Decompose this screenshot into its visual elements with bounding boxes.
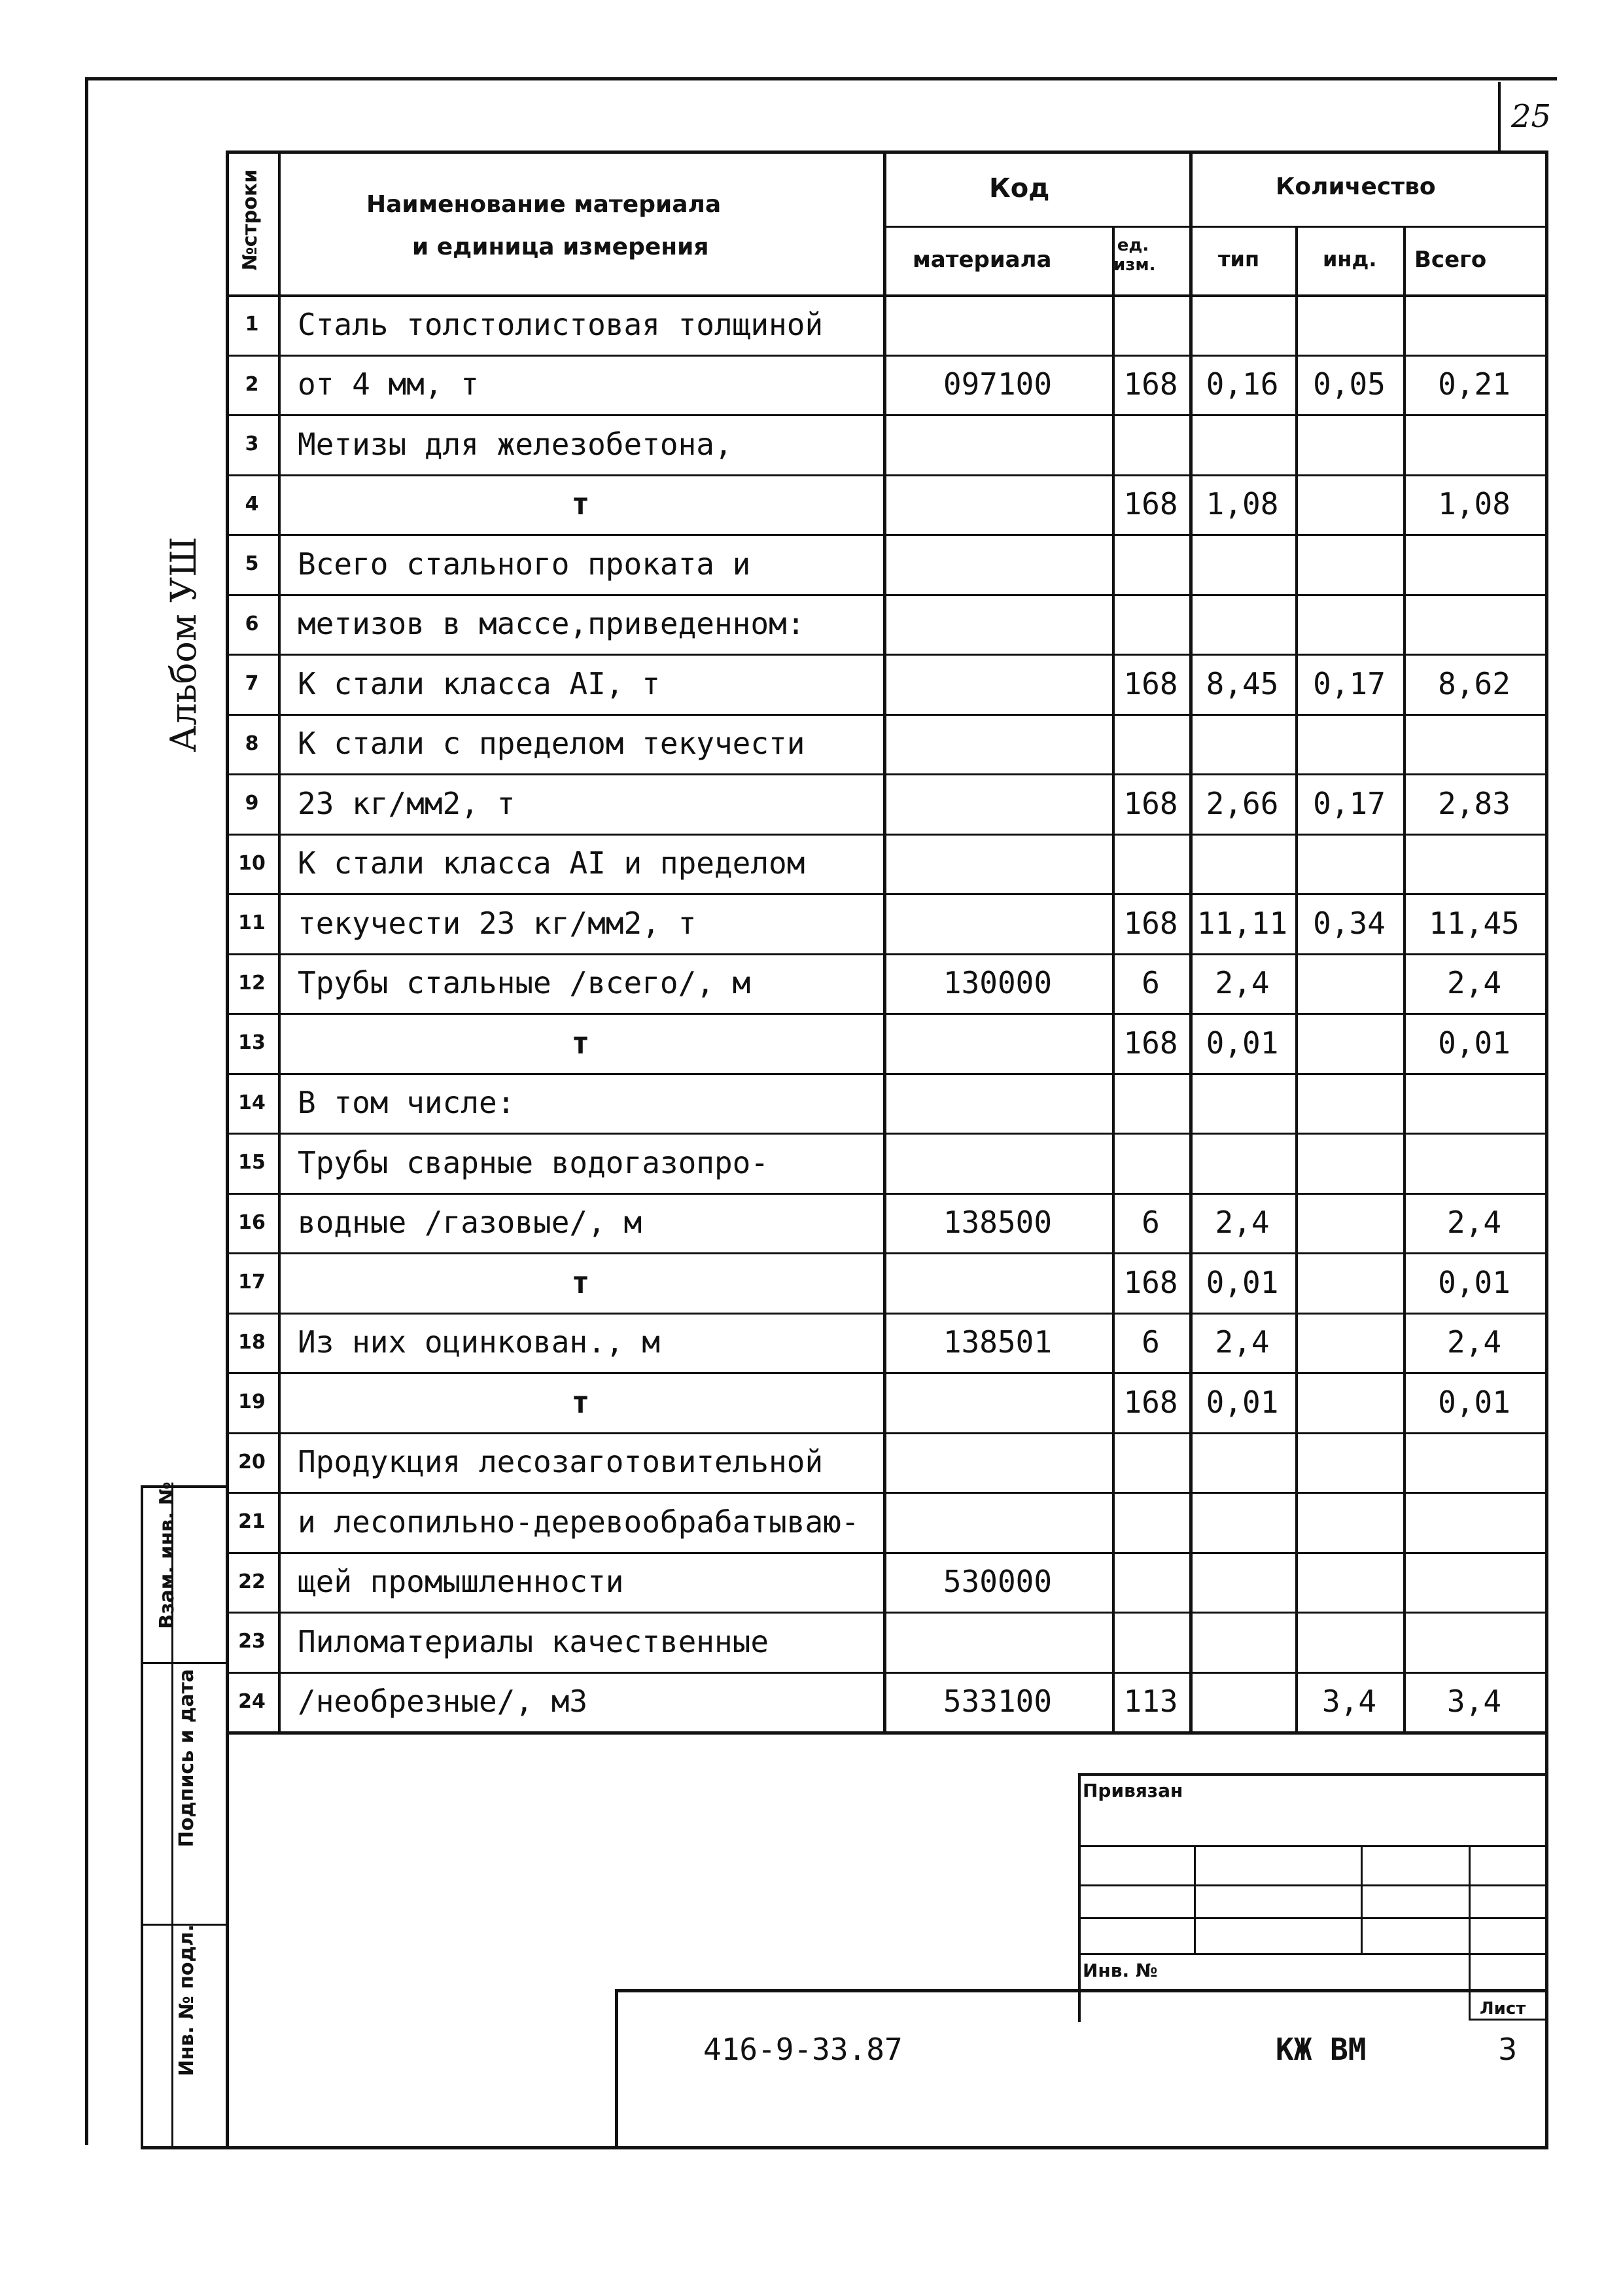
row-qty-ind: [1295, 1193, 1403, 1253]
row-qty-total: 11,45: [1429, 905, 1520, 941]
header-qty-type: тип: [1218, 247, 1260, 272]
row-number: 10: [238, 851, 266, 875]
row-qty-ind: [1295, 1492, 1403, 1552]
table-bottom-line: [226, 1731, 1545, 1735]
row-qty-total: 3,4: [1446, 1684, 1502, 1720]
row-material-code: [883, 654, 1112, 714]
row-qty-ind: [1295, 1252, 1403, 1313]
row-qty-total: [1403, 1612, 1545, 1672]
stamp-line-1: [1078, 1845, 1545, 1847]
row-material-code: [883, 1612, 1112, 1672]
row-qty-type: [1189, 1672, 1295, 1732]
row-number: 15: [238, 1151, 266, 1174]
row-qty-ind: 0,34: [1313, 905, 1386, 941]
row-material-name: т: [571, 486, 590, 522]
row-material-name: щей промышленности: [298, 1564, 624, 1600]
row-qty-type: [1189, 714, 1295, 774]
row-number: 1: [245, 313, 259, 336]
header-mid-line: [883, 226, 1545, 228]
row-material-name: водные /газовые/, м: [298, 1205, 642, 1241]
row-qty-type: 2,4: [1215, 1205, 1270, 1241]
row-material-code: [883, 414, 1112, 474]
row-unit-code: [1112, 1432, 1189, 1492]
row-qty-type: [1189, 534, 1295, 594]
row-unit-code: 6: [1142, 965, 1160, 1001]
row-material-code: 533100: [943, 1684, 1053, 1720]
header-qty-ind: инд.: [1323, 247, 1377, 272]
row-material-code: 138501: [943, 1324, 1053, 1360]
row-unit-code: 168: [1123, 665, 1178, 701]
frame-left-line: [85, 77, 88, 2145]
row-qty-total: 0,01: [1438, 1025, 1510, 1061]
row-number: 6: [245, 612, 259, 635]
row-material-code: [883, 594, 1112, 654]
row-material-name: К стали класса АI, т: [298, 665, 660, 701]
row-material-code: [883, 1073, 1112, 1133]
row-number: 2: [245, 372, 259, 396]
title-block-left-line: [615, 1989, 618, 2149]
row-qty-type: [1189, 1612, 1295, 1672]
row-qty-type: [1189, 1552, 1295, 1612]
row-qty-total: [1403, 834, 1545, 894]
row-material-code: [883, 1252, 1112, 1313]
header-qty-group: Количество: [1276, 173, 1436, 200]
stamp-sheet-label: Лист: [1480, 1999, 1526, 2019]
bottom-frame-line: [226, 2146, 1545, 2149]
row-material-code: 530000: [943, 1564, 1053, 1600]
row-qty-type: [1189, 1432, 1295, 1492]
stamp-line-4: [1078, 1953, 1545, 1955]
lower-right-line: [1545, 1731, 1548, 2149]
stamp-line-2: [1078, 1884, 1545, 1886]
row-unit-code: [1112, 1492, 1189, 1552]
row-qty-total: [1403, 594, 1545, 654]
row-unit-code: 6: [1142, 1205, 1160, 1241]
row-qty-total: 2,4: [1446, 965, 1502, 1001]
row-unit-code: 168: [1123, 1384, 1178, 1420]
stamp-bound-label: Привязан: [1083, 1780, 1183, 1801]
row-number: 8: [245, 732, 259, 755]
row-qty-ind: [1295, 714, 1403, 774]
row-material-code: 097100: [943, 366, 1053, 402]
row-material-code: [883, 1372, 1112, 1432]
row-number: 17: [238, 1271, 266, 1294]
row-qty-ind: [1295, 1073, 1403, 1133]
row-qty-type: [1189, 294, 1295, 355]
row-material-code: [883, 714, 1112, 774]
stamp-left-line: [1078, 1773, 1081, 2022]
row-material-name: 23 кг/мм2, т: [298, 785, 515, 821]
row-material-code: [883, 893, 1112, 953]
row-number: 22: [238, 1570, 266, 1593]
row-unit-code: 113: [1123, 1684, 1178, 1720]
row-material-code: [883, 294, 1112, 355]
row-qty-ind: [1295, 294, 1403, 355]
stamp-top-line: [1078, 1773, 1545, 1776]
row-material-code: [883, 1492, 1112, 1552]
row-material-name: /необрезные/, м3: [298, 1684, 588, 1720]
row-number: 16: [238, 1210, 266, 1234]
row-qty-ind: [1295, 1013, 1403, 1073]
row-material-name: и лесопильно-деревообрабатываю-: [298, 1504, 860, 1540]
row-qty-total: [1403, 414, 1545, 474]
row-qty-type: [1189, 1492, 1295, 1552]
row-qty-type: 1,08: [1206, 486, 1279, 522]
row-material-name: Пиломатериалы качественные: [298, 1623, 769, 1659]
row-unit-code: [1112, 1612, 1189, 1672]
row-qty-type: [1189, 594, 1295, 654]
row-unit-code: 168: [1123, 1264, 1178, 1300]
row-qty-ind: 3,4: [1321, 1684, 1377, 1720]
row-number: 12: [238, 971, 266, 995]
row-number: 18: [238, 1330, 266, 1354]
row-qty-total: [1403, 1432, 1545, 1492]
row-qty-type: 0,01: [1206, 1264, 1279, 1300]
header-name-line2: и единица измерения: [412, 234, 709, 260]
header-name-line1: Наименование материала: [366, 191, 722, 218]
stamp-doc-mark: КЖ ВМ: [1276, 2032, 1367, 2067]
row-material-name: К стали с пределом текучести: [298, 726, 805, 762]
row-number: 7: [245, 672, 259, 696]
row-unit-code: 168: [1123, 366, 1178, 402]
row-qty-ind: [1295, 953, 1403, 1014]
row-material-name: Трубы сварные водогазопро-: [298, 1144, 769, 1180]
row-unit-code: [1112, 594, 1189, 654]
row-material-name: В том числе:: [298, 1085, 515, 1121]
row-unit-code: [1112, 534, 1189, 594]
frame-top-line: [85, 77, 1557, 80]
row-unit-code: [1112, 1133, 1189, 1193]
side-stamp-signature: Подпись и дата: [175, 1669, 198, 1848]
row-unit-code: [1112, 1073, 1189, 1133]
header-code-material: материала: [913, 247, 1052, 273]
side-stamp-left: [141, 1485, 143, 2149]
sheet-box-line: [1469, 2019, 1545, 2021]
row-material-name: т: [571, 1025, 590, 1061]
row-material-name: метизов в массе,приведенном:: [298, 606, 805, 642]
row-qty-type: [1189, 1133, 1295, 1193]
row-number: 9: [245, 792, 259, 815]
row-qty-ind: [1295, 1612, 1403, 1672]
row-qty-ind: [1295, 1552, 1403, 1612]
stamp-col-1: [1194, 1845, 1196, 1953]
side-stamp-vzam: Взам. инв. №: [155, 1481, 179, 1629]
row-material-code: 138500: [943, 1205, 1053, 1241]
stamp-sheet-number: 3: [1498, 2032, 1518, 2067]
row-qty-ind: [1295, 534, 1403, 594]
row-qty-type: 0,16: [1206, 366, 1279, 402]
side-stamp-inv-podl: Инв. № подл.: [175, 1924, 198, 2077]
row-material-code: [883, 773, 1112, 834]
row-qty-total: [1403, 1552, 1545, 1612]
row-material-code: [883, 1432, 1112, 1492]
row-qty-total: [1403, 714, 1545, 774]
stamp-inv-label: Инв. №: [1083, 1960, 1158, 1981]
row-material-name: К стали класса АI и пределом: [298, 845, 805, 881]
row-qty-type: [1189, 414, 1295, 474]
row-material-name: Продукция лесозаготовительной: [298, 1444, 824, 1480]
row-qty-total: [1403, 294, 1545, 355]
row-material-name: т: [571, 1384, 590, 1420]
row-unit-code: 168: [1123, 1025, 1178, 1061]
row-qty-ind: [1295, 414, 1403, 474]
row-material-name: Из них оцинкован., м: [298, 1324, 660, 1360]
row-qty-type: 8,45: [1206, 665, 1279, 701]
stamp-doc-code: 416-9-33.87: [703, 2032, 903, 2067]
row-qty-ind: [1295, 1313, 1403, 1373]
stamp-col-2: [1361, 1845, 1363, 1953]
row-number: 20: [238, 1450, 266, 1474]
row-qty-total: 0,01: [1438, 1264, 1510, 1300]
row-number: 21: [238, 1510, 266, 1534]
row-material-name: от 4 мм, т: [298, 366, 479, 402]
header-qty-total: Всего: [1414, 247, 1487, 273]
row-qty-total: 1,08: [1438, 486, 1510, 522]
row-number: 19: [238, 1390, 266, 1414]
row-number: 14: [238, 1091, 266, 1114]
side-stamp-bottom: [141, 2146, 226, 2149]
row-qty-ind: [1295, 474, 1403, 535]
album-label: Альбом УШ: [162, 537, 204, 752]
row-unit-code: [1112, 414, 1189, 474]
row-unit-code: 168: [1123, 785, 1178, 821]
row-qty-type: 2,4: [1215, 965, 1270, 1001]
row-material-code: [883, 474, 1112, 535]
row-unit-code: 168: [1123, 486, 1178, 522]
row-number: 24: [238, 1689, 266, 1713]
header-row-number: №строки: [238, 169, 262, 271]
row-material-code: [883, 1013, 1112, 1073]
row-qty-type: 2,66: [1206, 785, 1279, 821]
row-qty-ind: [1295, 594, 1403, 654]
row-material-name: Метизы для железобетона,: [298, 426, 733, 462]
page-number-box-left: [1498, 82, 1501, 154]
row-qty-type: 0,01: [1206, 1025, 1279, 1061]
row-number: 23: [238, 1630, 266, 1653]
row-qty-type: 11,11: [1196, 905, 1288, 941]
row-unit-code: [1112, 714, 1189, 774]
row-qty-total: 0,21: [1438, 366, 1510, 402]
row-qty-ind: [1295, 1432, 1403, 1492]
row-unit-code: 168: [1123, 905, 1178, 941]
row-qty-type: 2,4: [1215, 1324, 1270, 1360]
row-number: 13: [238, 1031, 266, 1055]
row-qty-total: [1403, 1073, 1545, 1133]
row-material-name: текучести 23 кг/мм2, т: [298, 905, 697, 941]
row-number: 4: [245, 492, 259, 516]
row-qty-total: 8,62: [1438, 665, 1510, 701]
row-qty-total: 2,4: [1446, 1205, 1502, 1241]
row-qty-type: 0,01: [1206, 1384, 1279, 1420]
row-unit-code: 6: [1142, 1324, 1160, 1360]
row-number: 5: [245, 552, 259, 576]
row-qty-total: [1403, 1133, 1545, 1193]
row-unit-code: [1112, 294, 1189, 355]
header-code-unit: ед. изм.: [1113, 236, 1156, 275]
lower-left-line: [226, 1731, 229, 2149]
row-material-code: [883, 1133, 1112, 1193]
row-qty-ind: 0,05: [1313, 366, 1386, 402]
row-material-name: Трубы стальные /всего/, м: [298, 965, 751, 1001]
column-line: [1545, 150, 1548, 1731]
stamp-line-3: [1078, 1917, 1545, 1919]
row-number: 3: [245, 433, 259, 456]
row-material-code: 130000: [943, 965, 1053, 1001]
row-material-code: [883, 834, 1112, 894]
stamp-col-3: [1469, 1845, 1471, 2019]
page-number: 25: [1511, 98, 1552, 135]
header-code-group: Код: [989, 173, 1050, 203]
row-material-name: т: [571, 1264, 590, 1300]
row-qty-ind: [1295, 1133, 1403, 1193]
row-qty-type: [1189, 1073, 1295, 1133]
row-qty-total: 2,83: [1438, 785, 1510, 821]
row-qty-total: [1403, 534, 1545, 594]
row-qty-ind: [1295, 834, 1403, 894]
row-number: 11: [238, 911, 266, 935]
title-block-top-line: [615, 1989, 1545, 1992]
row-material-name: Сталь толстолистовая толщиной: [298, 306, 824, 342]
row-qty-ind: [1295, 1372, 1403, 1432]
row-qty-total: 2,4: [1446, 1324, 1502, 1360]
row-unit-code: [1112, 834, 1189, 894]
row-qty-type: [1189, 834, 1295, 894]
row-qty-ind: 0,17: [1313, 665, 1386, 701]
row-qty-total: 0,01: [1438, 1384, 1510, 1420]
row-qty-total: [1403, 1492, 1545, 1552]
row-unit-code: [1112, 1552, 1189, 1612]
row-material-name: Всего стального проката и: [298, 546, 751, 582]
row-material-code: [883, 534, 1112, 594]
row-qty-ind: 0,17: [1313, 785, 1386, 821]
